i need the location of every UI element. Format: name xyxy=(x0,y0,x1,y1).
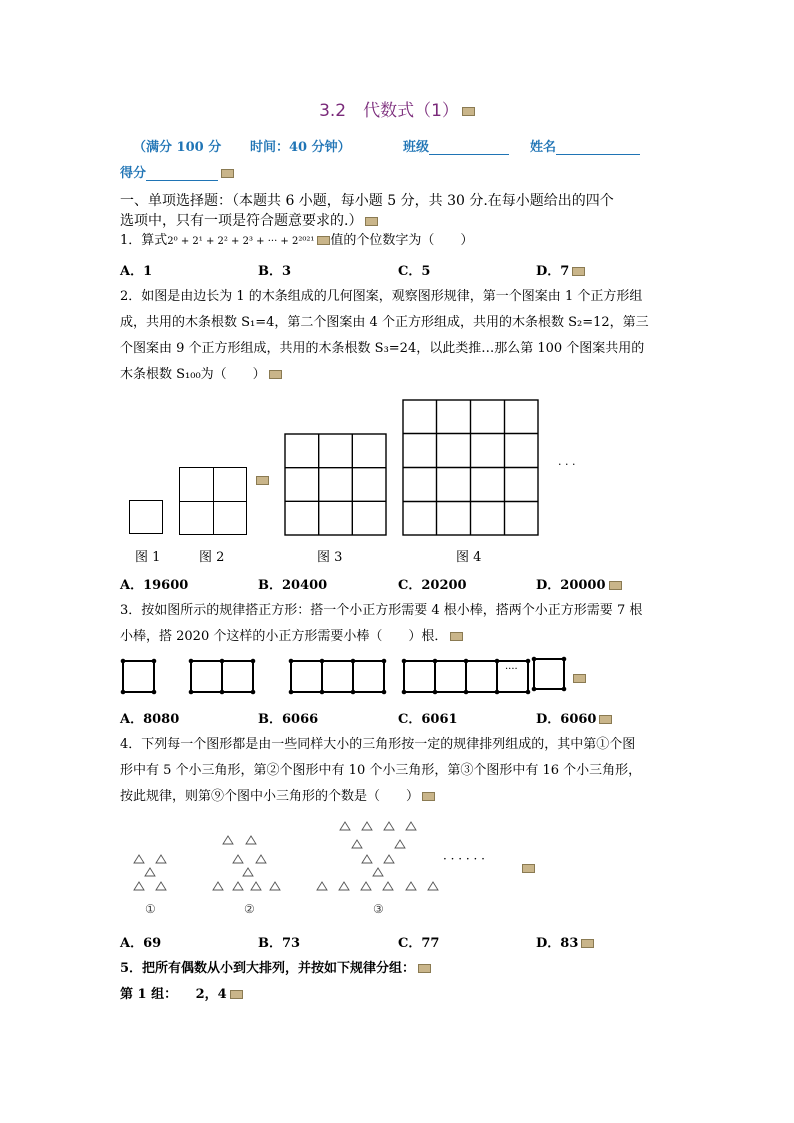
q5-line1: 5．把所有偶数从小到大排列，并按如下规律分组： xyxy=(120,958,431,980)
q3-ellipsis: ···· xyxy=(505,664,518,675)
q3-line1: 3．按如图所示的规律搭正方形：搭一个小正方形需要 4 根小棒，搭两个小正方形需要 7 根 xyxy=(120,603,643,618)
q1-option-b[interactable]: B．3 xyxy=(258,264,292,279)
q1-expression: 2⁰ + 2¹ + 2² + 2³ + ··· + 2²⁰²¹ xyxy=(167,236,315,247)
q2-option-c[interactable]: C．20200 xyxy=(398,578,467,593)
watermark-icon xyxy=(418,964,431,973)
name-field xyxy=(530,136,640,155)
q3-option-b[interactable]: B．6066 xyxy=(258,712,319,727)
section-heading-line1: 一、单项选择题：（本题共 6 小题，每小题 5 分，共 30 分.在每小题给出的四个 xyxy=(120,193,614,209)
watermark-icon xyxy=(450,632,463,641)
q2-ellipsis: · · · xyxy=(558,458,576,471)
q4-label-3: ③ xyxy=(373,902,384,916)
watermark-icon xyxy=(221,169,234,178)
watermark-icon xyxy=(581,939,594,948)
caption-fig1: 图 1 xyxy=(135,550,161,565)
q5-group1-values: 2，4 xyxy=(195,987,227,1002)
caption-fig2: 图 2 xyxy=(199,550,225,565)
q3-option-a[interactable]: A．8080 xyxy=(120,712,180,727)
fig3-grid xyxy=(284,433,387,536)
q2-line3: 个图案由 9 个正方形组成，共用的木条根数 S₃=24，以此类推…那么第 100 个图案共用的 xyxy=(120,341,645,356)
q2-line2: 成，共用的木条根数 S₁=4，第二个图案由 4 个正方形组成，共用的木条根数 S₂=12，第三 xyxy=(120,315,649,330)
watermark-icon xyxy=(365,217,378,226)
watermark-icon xyxy=(573,674,586,683)
name-blank xyxy=(556,154,640,155)
q1-suffix: 值的个位数字为（ ） xyxy=(330,233,474,248)
q1-prefix: 1．算式 xyxy=(120,233,168,248)
fig2-grid xyxy=(179,467,247,535)
q1-option-a[interactable]: A．1 xyxy=(120,264,153,279)
q5-group1 xyxy=(120,984,243,1006)
page-title xyxy=(0,96,794,121)
q3-figure xyxy=(118,655,578,697)
q2-option-a[interactable]: A．19600 xyxy=(120,578,189,593)
q4-line3: 按此规律，则第⑨个图中小三角形的个数是（ ） xyxy=(120,786,435,808)
fig4-grid xyxy=(402,399,539,536)
watermark-icon xyxy=(317,236,330,245)
class-blank xyxy=(429,154,509,155)
q5-group1-label: 第 1 组： xyxy=(120,987,178,1002)
q4-label-2: ② xyxy=(244,902,255,916)
full-score-label: （满分 100 分 xyxy=(133,140,222,155)
score-field xyxy=(120,162,234,181)
q4-line2: 形中有 5 个小三角形，第②个图形中有 10 个小三角形，第③个图形中有 16 个小三角形， xyxy=(120,763,642,778)
q4-line1: 4．下列每一个图形都是由一些同样大小的三角形按一定的规律排列组成的，其中第①个图 xyxy=(120,737,636,752)
class-label: 班级 xyxy=(403,140,430,155)
caption-fig3: 图 3 xyxy=(317,550,343,565)
q3-option-c[interactable]: C．6061 xyxy=(398,712,458,727)
title-text: 3.2 代数式（1） xyxy=(319,101,459,121)
watermark-icon xyxy=(572,267,585,276)
section-heading-line2: 选项中，只有一项是符合题意要求的.） xyxy=(120,210,378,232)
q4-ellipsis: · · · · · · xyxy=(443,852,485,866)
watermark-icon xyxy=(230,990,243,999)
q4-option-b[interactable]: B．73 xyxy=(258,936,301,951)
fig1-square xyxy=(129,500,163,534)
watermark-icon xyxy=(599,715,612,724)
q3-line2: 小棒，搭 2020 个这样的小正方形需要小棒（ ）根． xyxy=(120,626,463,648)
watermark-icon xyxy=(522,864,535,873)
q4-option-a[interactable]: A．69 xyxy=(120,936,162,951)
score-label: 得分 xyxy=(120,166,147,181)
name-label: 姓名 xyxy=(530,140,557,155)
q4-option-c[interactable]: C．77 xyxy=(398,936,440,951)
class-field xyxy=(403,136,509,155)
q4-option-d[interactable]: D．83 xyxy=(536,932,594,951)
q2-option-b[interactable]: B．20400 xyxy=(258,578,328,593)
q1-option-d[interactable]: D．7 xyxy=(536,260,585,279)
time-label: 时间：40 分钟） xyxy=(250,140,351,155)
q2-line4: 木条根数 S₁₀₀为（ ） xyxy=(120,364,282,386)
q1-option-c[interactable]: C．5 xyxy=(398,264,431,279)
score-blank xyxy=(146,180,218,181)
q4-label-1: ① xyxy=(145,902,156,916)
watermark-icon xyxy=(269,370,282,379)
question-1 xyxy=(120,230,473,253)
caption-fig4: 图 4 xyxy=(456,550,482,565)
watermark-icon xyxy=(609,581,622,590)
watermark-icon xyxy=(462,107,475,116)
watermark-icon xyxy=(256,476,269,485)
q2-option-d[interactable]: D．20000 xyxy=(536,574,622,593)
watermark-icon xyxy=(422,792,435,801)
q3-option-d[interactable]: D．6060 xyxy=(536,708,612,727)
q2-line1: 2．如图是由边长为 1 的木条组成的几何图案，观察图形规律，第一个图案由 1 个正方形组 xyxy=(120,289,643,304)
